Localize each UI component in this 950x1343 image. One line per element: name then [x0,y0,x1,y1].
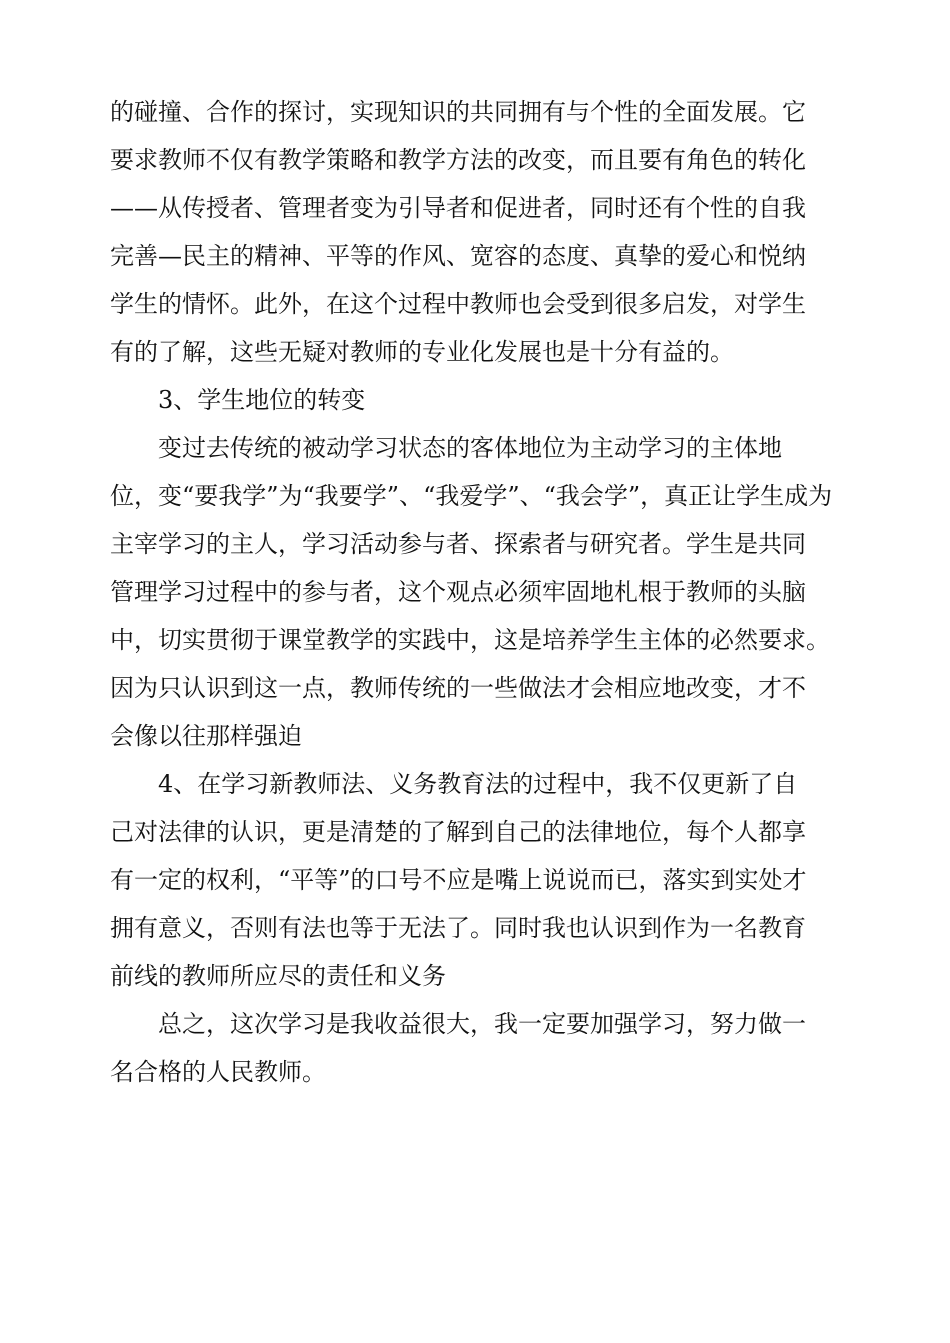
text-line: 拥有意义，否则有法也等于无法了。同时我也认识到作为一名教育 [110,914,806,942]
text-line: 名合格的人民教师。 [110,1058,326,1086]
text-line: 有一定的权利，“平等”的口号不应是嘴上说说而已，落实到实处才 [110,866,807,894]
paragraph-student-status [110,424,852,760]
paragraph-law-learning [110,760,852,1000]
paragraph-conclusion [110,1000,852,1096]
text-line: ——从传授者、管理者变为引导者和促进者，同时还有个性的自我 [110,194,806,222]
heading-line: 3、学生地位的转变 [110,386,366,414]
text-line: 完善—民主的精神、平等的作风、宽容的态度、真挚的爱心和悦纳 [110,242,806,270]
text-line: 因为只认识到这一点，教师传统的一些做法才会相应地改变，才不 [110,674,806,702]
text-line: 位，变“要我学”为“我要学”、“我爱学”、“我会学”，真正让学生成为 [110,482,833,510]
text-line: 的碰撞、合作的探讨，实现知识的共同拥有与个性的全面发展。它 [110,98,806,126]
text-line: 要求教师不仅有教学策略和教学方法的改变，而且要有角色的转化 [110,146,806,174]
section-heading-student-status [110,376,852,424]
text-line: 主宰学习的主人，学习活动参与者、探索者与研究者。学生是共同 [110,530,806,558]
text-line: 己对法律的认识，更是清楚的了解到自己的法律地位，每个人都享 [110,818,806,846]
text-line: 会像以往那样强迫 [110,722,302,750]
text-line: 有的了解，这些无疑对教师的专业化发展也是十分有益的。 [110,338,734,366]
text-line: 学生的情怀。此外，在这个过程中教师也会受到很多启发，对学生 [110,290,806,318]
document-body [110,88,852,1096]
text-line: 中，切实贯彻于课堂教学的实践中，这是培养学生主体的必然要求。 [110,626,830,654]
paragraph-role-change [110,88,852,376]
text-line: 前线的教师所应尽的责任和义务 [110,962,446,990]
text-line: 4、在学习新教师法、义务教育法的过程中，我不仅更新了自 [110,770,798,798]
text-line: 变过去传统的被动学习状态的客体地位为主动学习的主体地 [110,434,782,462]
text-line: 管理学习过程中的参与者，这个观点必须牢固地札根于教师的头脑 [110,578,806,606]
text-line: 总之，这次学习是我收益很大，我一定要加强学习，努力做一 [110,1010,806,1038]
